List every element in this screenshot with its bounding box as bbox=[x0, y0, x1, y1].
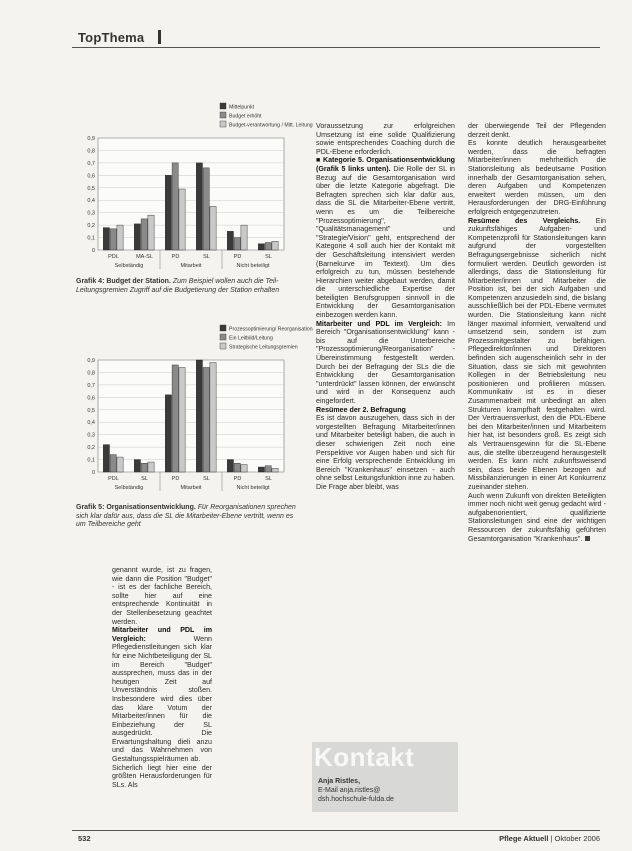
legend-label: Mittelpunkt bbox=[229, 104, 255, 111]
chart-organisation bbox=[72, 320, 313, 498]
y-tick-label: 0,9 bbox=[87, 136, 95, 142]
chart-budget-caption-text: Zum Beispiel wollen auch die Teil-Leitungsgremien Zugriff auf die Budgetierung der Station erhalten bbox=[76, 278, 280, 294]
contact-title: Kontakt bbox=[314, 742, 415, 772]
chart-budget-caption bbox=[76, 278, 298, 295]
y-tick-label: 0,3 bbox=[87, 432, 95, 439]
contact-name: Anja Ristles, bbox=[318, 778, 361, 785]
y-tick-label: 0,6 bbox=[87, 173, 95, 180]
paragraph-text: genannt wurde, ist zu fragen, wie dann die Position "Budget" - ist es der fachliche Bereich, sollte hier auf eine entsprechende Kontinuität in der Stellenbesetzung geachtet werden. bbox=[112, 566, 212, 626]
paragraph-text: Es ist davon auszugehen, dass sich in der vorgestellten Befragung Mitarbeiter/innen und Mitarbeiter beteiligt haben, die auch in dieser schwierigen Zeit noch eine Perspektive vor Augen haben und sich für eine Erfolg versprechende Entwicklung im Bereich "Krankenhaus" einsetzen - auch ohne selbst Leitungsfunktion inne zu haben. Die Frage aber bleibt, was bbox=[316, 414, 455, 491]
bar bbox=[227, 460, 233, 472]
group-label: Mitarbeit bbox=[180, 263, 202, 269]
bar bbox=[258, 244, 264, 250]
legend-label: Budget-verantwortung / Mitt. Leitung bbox=[229, 122, 313, 129]
x-tick-label: SL bbox=[141, 476, 148, 482]
paragraph bbox=[468, 492, 606, 544]
paragraph bbox=[468, 122, 606, 139]
bar bbox=[272, 241, 278, 250]
y-tick-label: 0,7 bbox=[87, 382, 95, 389]
x-tick-label: PD bbox=[171, 476, 180, 482]
bar bbox=[227, 231, 233, 250]
paragraph bbox=[316, 406, 455, 415]
bar bbox=[141, 219, 147, 250]
y-tick-label: 0,4 bbox=[87, 420, 95, 427]
paragraph-heading: ■ Kategorie 5. Organisationsentwicklung (Grafik 5 links unten). bbox=[316, 156, 455, 173]
paragraph-text: der überwiegende Teil der Pflegenden derzeit denkt. bbox=[468, 122, 606, 139]
paragraph-text: Es konnte deutlich herausgearbeitet werden, dass die befragten Mitarbeiter/innen mehrheitlich die Stationsleitung als bedeutsame Position innerhalb der Gesamtorganisation sehen, deren Aufgaben und Kompetenzen erweitert werden müssen, um den Herausforderungen der DRG-Einführung erfolgreich entgegenzutreten. bbox=[468, 139, 606, 216]
y-tick-label: 0,5 bbox=[87, 407, 95, 414]
chart-budget-caption-title: Grafik 4: Budget der Station. bbox=[76, 278, 171, 285]
bar bbox=[210, 362, 216, 472]
paragraph-heading: Resümee der 2. Befragung bbox=[316, 405, 406, 414]
y-tick-label: 0,1 bbox=[87, 457, 95, 464]
bar bbox=[117, 225, 123, 250]
bar bbox=[141, 463, 147, 472]
y-tick-label: 0,4 bbox=[87, 198, 95, 205]
legend-label: Ein Leitbild/Leitung bbox=[229, 335, 273, 342]
paragraph-heading: Resümee des Vergleichs. bbox=[468, 216, 581, 225]
y-tick-label: 0,9 bbox=[87, 358, 95, 364]
paragraph-text: Ein zukunftsfähiges Aufgaben- und Kompetenzprofil für Stationsleitungen kann aufgrund der vorgestellten Befragungsergebnisse sicherlich nicht formuliert werden. Deutlich geworden ist allerdings, dass die Stationsleitung für Mitarbeiter/innen und Mitarbeiter die Position ist, bei der sich Aufgaben und Kompetenzen anzusiedeln sind, die bislang ausschließlich bei der PDL-Ebene vermutet wurden. Die Stationsleitung kann nicht länger maximal informiert, verwaltend und umsetzend sein, sondern ist zum Prozessmitgestalter zu befähigen. Pflegedirektor/innen und Direktoren befinden sich augenscheinlich sehr in der Situation, dass sie sich mit gewohnten Kollegen in der Betriebsleitung neu positionieren und profilieren müssen. Kommunikativ ist es in dieser Zusammenarbeit mit unbedingt an alten Strukturen krampfhaft festgehalten wird. Der Vertrauensverlust, den die PDL-Ebene bei den Mitarbeiter/innen und Mitarbeitern hier hat, ist besonders groß. Es zeigt sich als Vertrauensgewinn für die SL-Ebene aus, die stellte überzeugend herausgestellt werden. Es kann nicht zukunftsweisend sein, dass beide Ebenen bezogen auf Missbilanzierungen in einer Art Konkurrenz zueinander stehen. bbox=[468, 216, 606, 491]
bar bbox=[241, 225, 247, 250]
bar bbox=[110, 455, 116, 472]
legend-label: Budget erhöht bbox=[229, 113, 262, 120]
paragraph-text: Im Bereich "Organisationsentwicklung" kann - bis auf die Unterbereiche "Prozessoptimierung/Reorganisation" - Übereinstimmung festgestellt werden. Durch bei der Befragung der SLs die die Entwicklung der Gesamtorganisation "unterdrückt" lassen können, der erwünscht und wird in der Konsequenz auch eingefordert. bbox=[316, 319, 455, 405]
bar bbox=[172, 365, 178, 472]
group-label: Nicht beteiligt bbox=[236, 263, 270, 269]
y-tick-label: 0,5 bbox=[87, 185, 95, 192]
paragraph-heading: Mitarbeiter und PDL im Vergleich: bbox=[112, 626, 212, 643]
bar bbox=[196, 163, 202, 250]
bar bbox=[117, 457, 123, 472]
legend-swatch bbox=[220, 112, 226, 118]
bar bbox=[134, 460, 140, 472]
bar bbox=[103, 228, 109, 250]
group-label: Nicht beteiligt bbox=[236, 485, 270, 491]
column-1-text bbox=[112, 566, 212, 789]
column-3-text bbox=[468, 122, 606, 543]
bar bbox=[272, 468, 278, 472]
bar bbox=[203, 168, 209, 250]
y-tick-label: 0 bbox=[91, 470, 95, 476]
paragraph-heading: Mitarbeiter und PDL im Vergleich: bbox=[316, 319, 442, 328]
chart-organisation-caption-title: Grafik 5: Organisationsentwicklung. bbox=[76, 504, 196, 511]
bar bbox=[172, 163, 178, 250]
legend-label: Strategische Leitungsgremien bbox=[229, 344, 298, 351]
bar bbox=[179, 367, 185, 472]
paragraph-text: Die Rolle der SL in Bezug auf die Gesamtorganisation wird über die letzte Kategorie abgefragt. Die Befragten sprechen sich klar dafür aus, dass die SL die Mitarbeiter-Ebene vertritt, wenn es um die Teilbereiche "Prozessoptimierung", "Qualitätsmanagement" und "Strategie/Vision" geht, entsprechend der Kategorie 4 soll auch hier der Kontakt mit der Geschäftsleitung intensiviert werden (Barnekurve im Textext). Um dies erfolgreich zu tun, müssen bestehende Hierarchien weiter abgebaut werden, damit die unterschiedliche Expertise der beteiligten Berufsgruppen sinnvoll in die Entwicklung der Gesamtorganisation einbezogen werden kann. bbox=[316, 164, 455, 320]
chart-organisation-caption bbox=[76, 504, 298, 530]
y-tick-label: 0,7 bbox=[87, 160, 95, 167]
bar bbox=[241, 465, 247, 472]
contact-web[interactable]: dsh.hochschule-fulda.de bbox=[318, 796, 394, 803]
chart-organisation-caption-text: Für Reorganisationen sprechen sich klar dafür aus, dass die SL die Mitarbeiter-Ebene vertritt, wenn es um Teilbereiche geht bbox=[76, 504, 296, 528]
paragraph-text: Auch wenn Zukunft von direkten Beteiligten immer noch nicht weit genug gedacht wird - aufgabenorientiert, qualifizierte Stationsleitungen sind eine der wichtigen Ressourcen der zukunftsfähig geführten Gesamtorganisation "Krankenhaus". bbox=[468, 491, 606, 543]
x-tick-label: SL bbox=[203, 476, 210, 482]
paragraph bbox=[316, 156, 455, 319]
bar bbox=[103, 445, 109, 472]
x-tick-label: PD bbox=[171, 254, 180, 260]
legend-swatch bbox=[220, 121, 226, 127]
x-tick-label: PD bbox=[233, 254, 242, 260]
contact-email[interactable]: E-Mail anja.ristles@ bbox=[318, 787, 381, 794]
chart-budget bbox=[72, 98, 313, 276]
x-tick-label: PD bbox=[233, 476, 242, 482]
x-tick-label: PDL bbox=[108, 476, 119, 482]
x-tick-label: SL bbox=[265, 254, 272, 260]
x-tick-label: SL bbox=[203, 254, 210, 260]
paragraph bbox=[316, 414, 455, 491]
section-title: TopThema bbox=[78, 30, 145, 45]
y-tick-label: 0,2 bbox=[87, 445, 95, 452]
bar bbox=[203, 367, 209, 472]
legend-swatch bbox=[220, 334, 226, 340]
bar bbox=[179, 189, 185, 250]
paragraph bbox=[316, 122, 455, 156]
plot-area bbox=[98, 138, 284, 250]
x-tick-label: PDL bbox=[108, 254, 119, 260]
y-tick-label: 0,8 bbox=[87, 148, 95, 155]
header-rule bbox=[72, 47, 600, 48]
bar bbox=[110, 229, 116, 250]
legend-swatch bbox=[220, 343, 226, 349]
paragraph bbox=[468, 217, 606, 492]
x-tick-label: MA-SL bbox=[136, 254, 153, 260]
bar bbox=[165, 395, 171, 472]
page-number: 532 bbox=[78, 834, 91, 843]
paragraph-text: Wenn Pflegedienstleitungen sich klar für eine Nichtbeteiligung der SL im Bereich "Budget" aussprechen, muss das in der heutigen Zeit auf Unverständnis stoßen. Insbesondere wird dies über das klare Votum der Mitarbeiter/innen für die Einbeziehung der SL ausgedrückt. Die Erwartungshaltung dieli anzu und das Wahrnehmen von Gestaltungsspielräumen ab. bbox=[112, 634, 212, 764]
paragraph bbox=[316, 320, 455, 406]
column-2-text bbox=[316, 122, 455, 492]
magazine-name: Pflege Aktuell bbox=[499, 834, 549, 843]
y-tick-label: 0 bbox=[91, 248, 95, 254]
legend-swatch bbox=[220, 103, 226, 109]
y-tick-label: 0,6 bbox=[87, 395, 95, 402]
bar bbox=[196, 360, 202, 472]
paragraph bbox=[112, 764, 212, 790]
bar bbox=[265, 243, 271, 250]
plot-area bbox=[98, 360, 284, 472]
paragraph-text: Sicherlich liegt hier eine der größten Herausforderungen für SLs. Als bbox=[112, 763, 212, 789]
bar bbox=[265, 466, 271, 472]
legend-swatch bbox=[220, 325, 226, 331]
bar bbox=[234, 463, 240, 472]
x-tick-label: SL bbox=[265, 476, 272, 482]
y-tick-label: 0,2 bbox=[87, 223, 95, 230]
paragraph bbox=[468, 139, 606, 216]
bar bbox=[258, 467, 264, 472]
bar bbox=[210, 206, 216, 250]
bar bbox=[148, 462, 154, 472]
bar bbox=[148, 215, 154, 250]
y-tick-label: 0,3 bbox=[87, 210, 95, 217]
y-tick-label: 0,8 bbox=[87, 370, 95, 377]
bar bbox=[234, 238, 240, 250]
section-title-bar bbox=[158, 30, 161, 44]
paragraph-text: Voraussetzung zur erfolgreichen Umsetzung ist eine solide Qualifizierung sowie entsprechendes Coaching durch die PDL-Ebene erforderlich. bbox=[316, 122, 455, 156]
paragraph bbox=[112, 566, 212, 626]
group-label: Selbständig bbox=[114, 485, 144, 491]
legend-label: Prozessoptimierung/ Reorganisation bbox=[229, 326, 313, 333]
y-tick-label: 0,1 bbox=[87, 235, 95, 242]
footer-rule bbox=[72, 830, 600, 831]
footer-publication bbox=[499, 834, 600, 843]
group-label: Mitarbeit bbox=[180, 485, 202, 491]
bar bbox=[134, 224, 140, 250]
bar bbox=[165, 175, 171, 250]
article-end-mark bbox=[585, 536, 590, 541]
group-label: Selbständig bbox=[114, 263, 144, 269]
paragraph bbox=[112, 626, 212, 764]
issue-date: | Oktober 2006 bbox=[550, 834, 600, 843]
